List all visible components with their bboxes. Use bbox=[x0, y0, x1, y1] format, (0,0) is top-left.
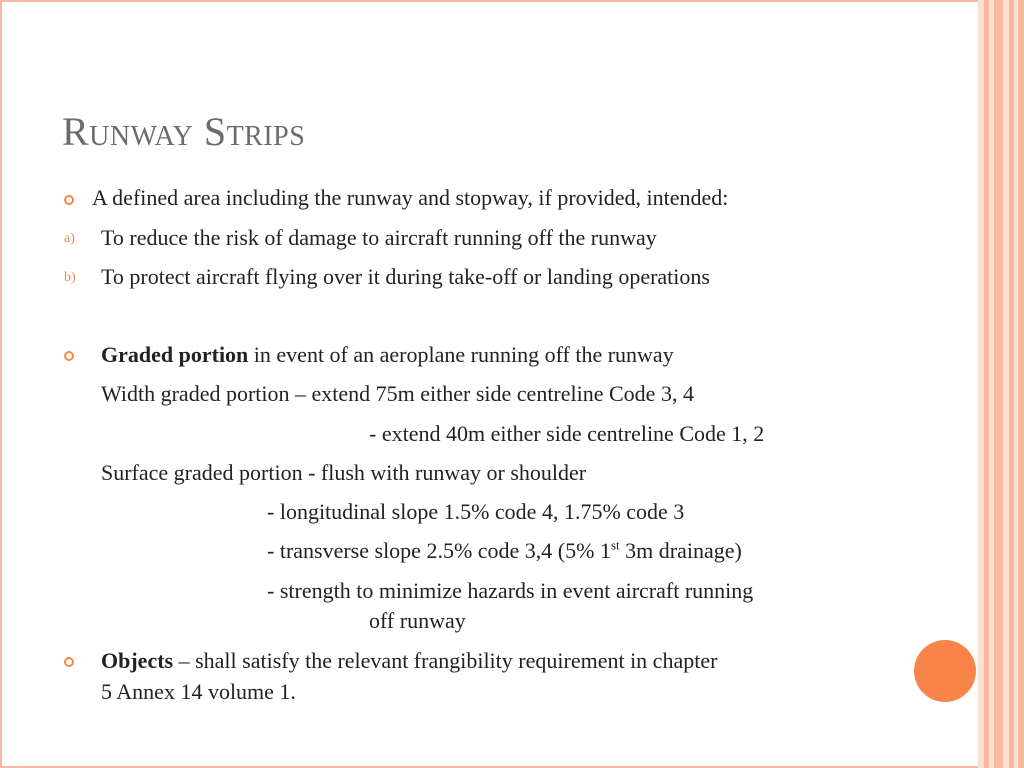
slide-title: Runway Strips bbox=[62, 109, 306, 154]
transverse-slope-text-end: 3m drainage) bbox=[619, 538, 742, 563]
sub-a-text: To reduce the risk of damage to aircraft running off the runway bbox=[101, 225, 657, 250]
width-graded-line: Width graded portion – extend 75m either side centreline Code 3, 4 bbox=[101, 381, 694, 406]
bullet-intro: A defined area including the runway and stopway, if provided, intended: bbox=[92, 185, 729, 210]
objects-text: – shall satisfy the relevant frangibility requirement in chapter bbox=[173, 648, 718, 673]
transverse-slope-line bbox=[267, 538, 742, 564]
objects-line-2: 5 Annex 14 volume 1. bbox=[101, 679, 296, 704]
strength-line-2: off runway bbox=[369, 608, 466, 633]
longitudinal-slope-line: - longitudinal slope 1.5% code 4, 1.75% code 3 bbox=[267, 499, 685, 524]
sub-a-marker: a) bbox=[64, 231, 75, 246]
sub-b-marker: b) bbox=[64, 270, 76, 285]
graded-portion-text: in event of an aeroplane running off the runway bbox=[248, 342, 674, 367]
graded-portion-line bbox=[101, 342, 674, 368]
sub-b-text: To protect aircraft flying over it during take-off or landing operations bbox=[101, 264, 710, 289]
width-graded-line-2: - extend 40m either side centreline Code 1, 2 bbox=[369, 421, 765, 446]
superscript-st: st bbox=[610, 537, 620, 553]
objects-line bbox=[101, 648, 717, 674]
strength-line: - strength to minimize hazards in event aircraft running bbox=[267, 578, 754, 603]
bullet-circle-icon bbox=[64, 657, 74, 667]
graded-portion-label: Graded portion bbox=[101, 342, 249, 367]
surface-graded-line: Surface graded portion - flush with runway or shoulder bbox=[101, 460, 587, 485]
transverse-slope-text: - transverse slope 2.5% code 3,4 (5% 1 bbox=[267, 538, 611, 563]
objects-label: Objects bbox=[101, 648, 174, 673]
bullet-circle-icon bbox=[64, 351, 74, 361]
bullet-circle-icon bbox=[64, 195, 74, 205]
decorative-orange-circle bbox=[914, 640, 976, 702]
